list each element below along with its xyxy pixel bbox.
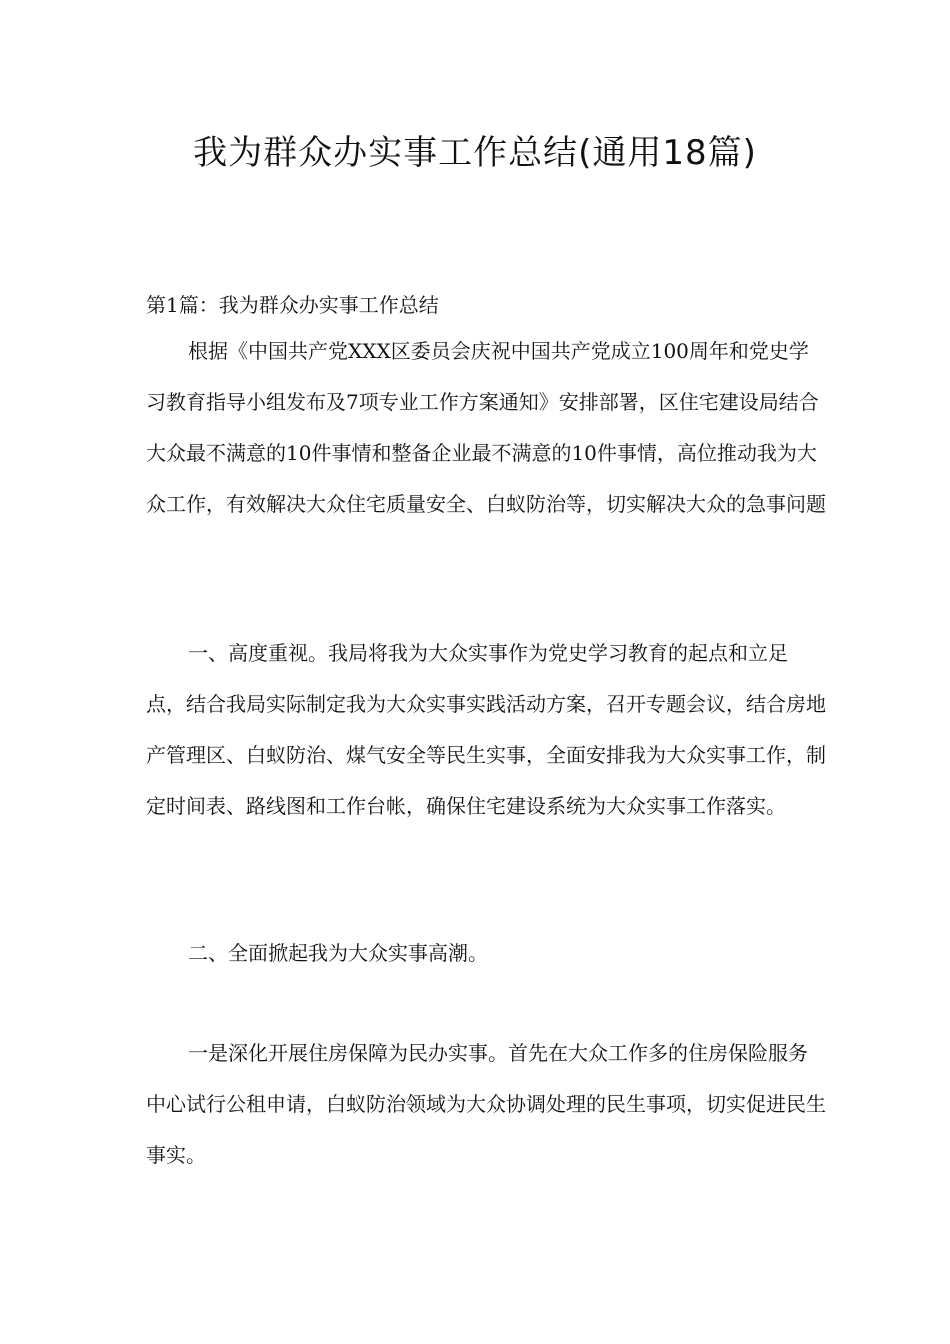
- paragraph-item-one: [146, 1028, 826, 1181]
- document-title: 我为群众办实事工作总结(通用18篇): [193, 133, 757, 173]
- section-heading-text: 第1篇：我为群众办实事工作总结: [146, 293, 439, 317]
- paragraph-text: 根据《中国共产党XXX区委员会庆祝中国共产党成立100周年和党史学习教育指导小组发布及7项专业工作方案通知》安排部署，区住宅建设局结合大众最不满意的10件事情和整备企业最不满意的10件事情，高位推动我为大众工作，有效解决大众住宅质量安全、白蚁防治等，切实解决大众的急事问题: [146, 339, 826, 516]
- paragraph-point-two: [146, 928, 826, 979]
- paragraph-text: 一是深化开展住房保障为民办实事。首先在大众工作多的住房保险服务中心试行公租申请，白蚁防治领域为大众协调处理的民生事项，切实促进民生事实。: [146, 1041, 826, 1167]
- paragraph-text: 二、全面掀起我为大众实事高潮。: [188, 941, 488, 965]
- paragraph-intro: [146, 326, 826, 530]
- section-heading: [146, 280, 826, 331]
- paragraph-point-one: [146, 628, 826, 832]
- paragraph-text: 一、高度重视。我局将我为大众实事作为党史学习教育的起点和立足点，结合我局实际制定我为大众实事实践活动方案，召开专题会议，结合房地产管理区、白蚁防治、煤气安全等民生实事，全面安排我为大众实事工作，制定时间表、路线图和工作台帐，确保住宅建设系统为大众实事工作落实。: [146, 641, 826, 818]
